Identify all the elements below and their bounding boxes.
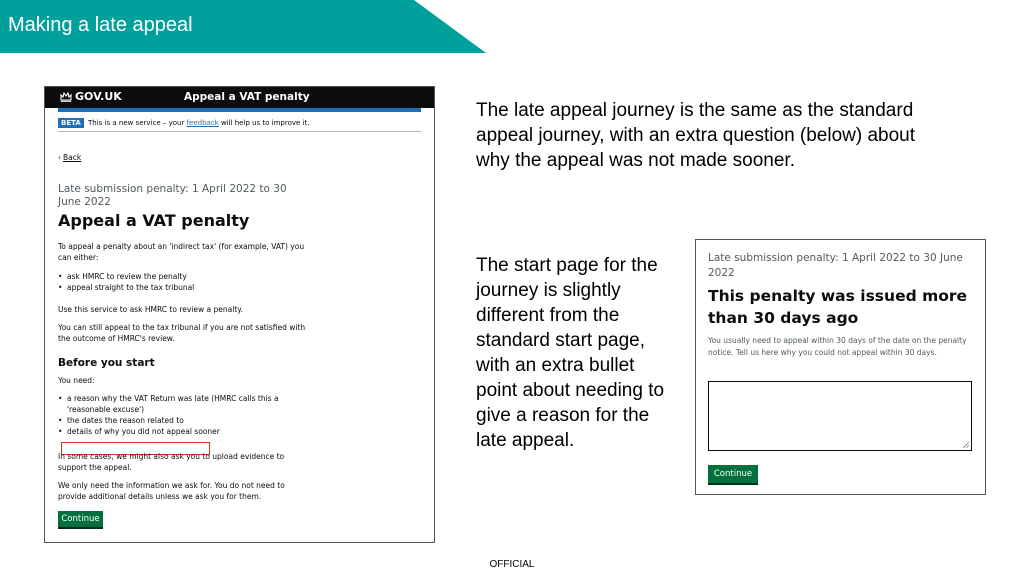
question-heading: This penalty was issued more than 30 days ago — [708, 287, 968, 327]
only-need-paragraph: We only need the information we ask for. You do not need to provide additional details unless we ask you for them. — [58, 481, 285, 501]
slide-title-banner — [0, 0, 486, 53]
list-item: • ask HMRC to review the penalty — [58, 271, 308, 282]
list-item: • the dates the reason related to — [58, 415, 308, 426]
use-service-paragraph: Use this service to ask HMRC to review a penalty. — [58, 305, 244, 314]
start-page-description: The start page for the journey is slightly different from the standard start page, with an extra bullet point about needing to give a reason for the late appeal. — [476, 255, 665, 451]
page-title: Appeal a VAT penalty — [58, 211, 250, 230]
needs-list — [58, 393, 308, 437]
govuk-header — [45, 87, 434, 108]
list-item: • appeal straight to the tax tribunal — [58, 282, 308, 293]
phase-text-after: will help us to improve it. — [220, 119, 310, 127]
feedback-link[interactable]: feedback — [186, 119, 219, 127]
you-need-text: You need: — [58, 376, 95, 385]
phase-text-before: This is a new service – your — [88, 119, 185, 127]
options-list — [58, 271, 308, 293]
late-reason-textarea[interactable] — [708, 381, 972, 451]
phase-banner — [58, 118, 421, 132]
back-link-label: Back — [63, 153, 82, 162]
late-appeal-question-screenshot — [695, 239, 986, 495]
chevron-left-icon: ‹ — [58, 153, 61, 162]
crown-icon — [60, 90, 72, 102]
phase-banner-text — [88, 118, 309, 128]
beta-tag: BETA — [58, 118, 84, 128]
resize-grip-icon[interactable] — [963, 442, 969, 448]
continue-button[interactable]: Continue — [58, 511, 103, 527]
continue-button[interactable]: Continue — [708, 465, 758, 483]
before-you-start-heading: Before you start — [58, 357, 155, 369]
back-link[interactable] — [58, 153, 81, 162]
service-name-link[interactable]: Appeal a VAT penalty — [184, 91, 310, 103]
intro-paragraph: To appeal a penalty about an 'indirect tax' (for example, VAT) you can either: — [58, 242, 305, 262]
evidence-paragraph: In some cases, we might also ask you to upload evidence to support the appeal. — [58, 452, 285, 472]
still-appeal-paragraph: You can still appeal to the tax tribunal if you are not satisfied with the outcome of HMRC's review. — [58, 323, 306, 343]
journey-description: The late appeal journey is the same as the standard appeal journey, with an extra question (below) about why the appeal was not made sooner. — [476, 100, 916, 171]
list-item: • a reason why the VAT Return was late (HMRC calls this a 'reasonable excuse') — [58, 393, 308, 415]
slide-title: Making a late appeal — [8, 14, 193, 36]
header-blue-bar — [58, 108, 421, 112]
start-page-screenshot — [44, 86, 435, 543]
classification-footer: OFFICIAL — [489, 559, 535, 570]
list-item: • details of why you did not appeal sooner — [58, 426, 308, 437]
penalty-caption: Late submission penalty: 1 April 2022 to 30 June 2022 — [58, 183, 287, 208]
govuk-logo-link[interactable]: GOV.UK — [75, 90, 122, 103]
penalty-caption: Late submission penalty: 1 April 2022 to 30 June 2022 — [708, 252, 963, 279]
question-hint: You usually need to appeal within 30 days of the date on the penalty notice. Tell us here why you could not appeal within 30 days. — [708, 336, 967, 357]
